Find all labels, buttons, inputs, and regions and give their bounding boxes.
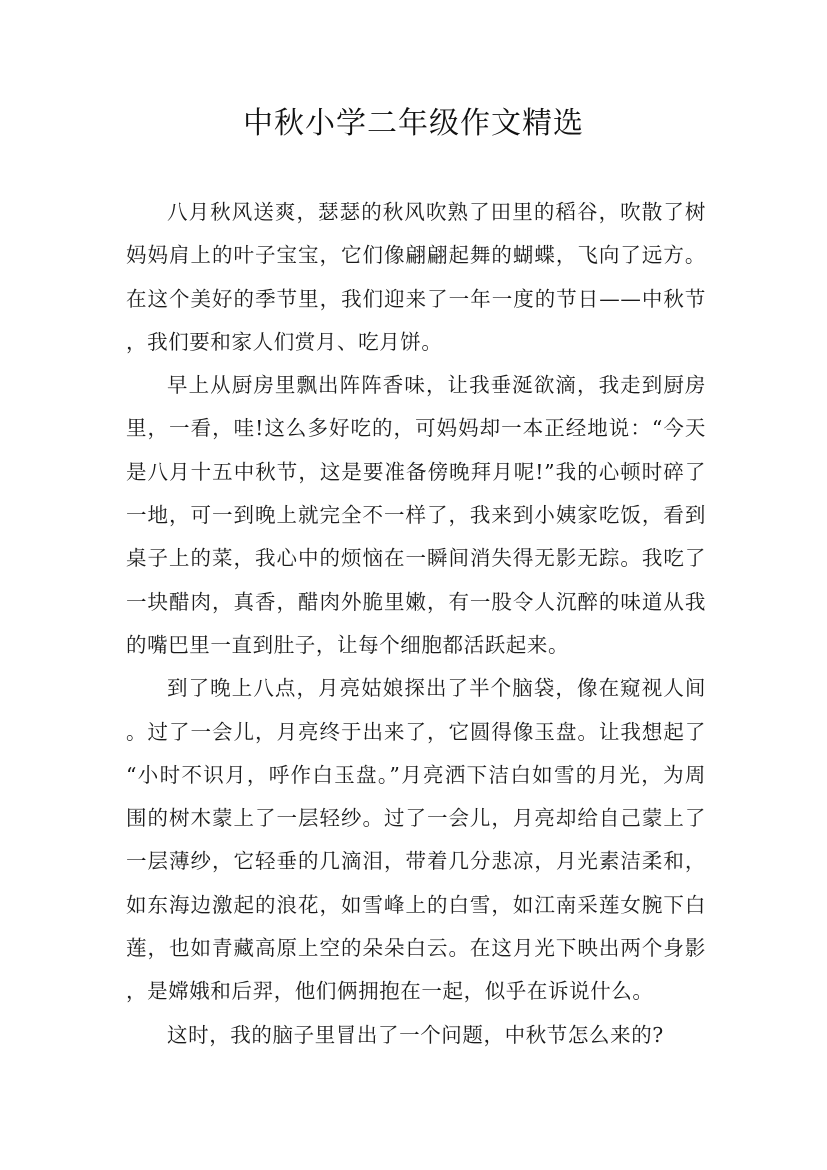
paragraph-2: 早上从厨房里飘出阵阵香味，让我垂涎欲滴，我走到厨房里，一看，哇!这么多好吃的，可妈妈却一本正经地说：“今天是八月十五中秋节，这是要准备傍晚拜月呢!”我的心顿时碎了一地，可一到晚上就完全不一样了，我来到小姨家吃饭，看到桌子上的菜，我心中的烦恼在一瞬间消失得无影无踪。我吃了一块醋肉，真香，醋肉外脆里嫩，有一股令人沉醉的味道从我的嘴巴里一直到肚子，让每个细胞都活跃起来。	[126, 373, 706, 657]
paragraph-3: 到了晚上八点，月亮姑娘探出了半个脑袋，像在窥视人间。过了一会儿，月亮终于出来了，它圆得像玉盘。让我想起了“小时不识月，呼作白玉盘。”月亮洒下洁白如雪的月光，为周围的树木蒙上了一层轻纱。过了一会儿，月亮却给自己蒙上了一层薄纱，它轻垂的几滴泪，带着几分悲凉，月光素洁柔和，如东海边激起的浪花，如雪峰上的白雪，如江南采莲女腕下白莲，也如青藏高原上空的朵朵白云。在这月光下映出两个身影，是嫦娥和后羿，他们俩拥抱在一起，似乎在诉说什么。	[126, 676, 706, 1004]
paragraph-1: 八月秋风送爽，瑟瑟的秋风吹熟了田里的稻谷，吹散了树妈妈肩上的叶子宝宝，它们像翩翩起舞的蝴蝶，飞向了远方。在这个美好的季节里，我们迎来了一年一度的节日——中秋节，我们要和家人们赏月、吃月饼。	[126, 200, 706, 354]
paragraph-4: 这时，我的脑子里冒出了一个问题，中秋节怎么来的?	[167, 1022, 664, 1047]
document-body	[126, 191, 706, 1057]
document-title: 中秋小学二年级作文精选	[243, 106, 584, 141]
